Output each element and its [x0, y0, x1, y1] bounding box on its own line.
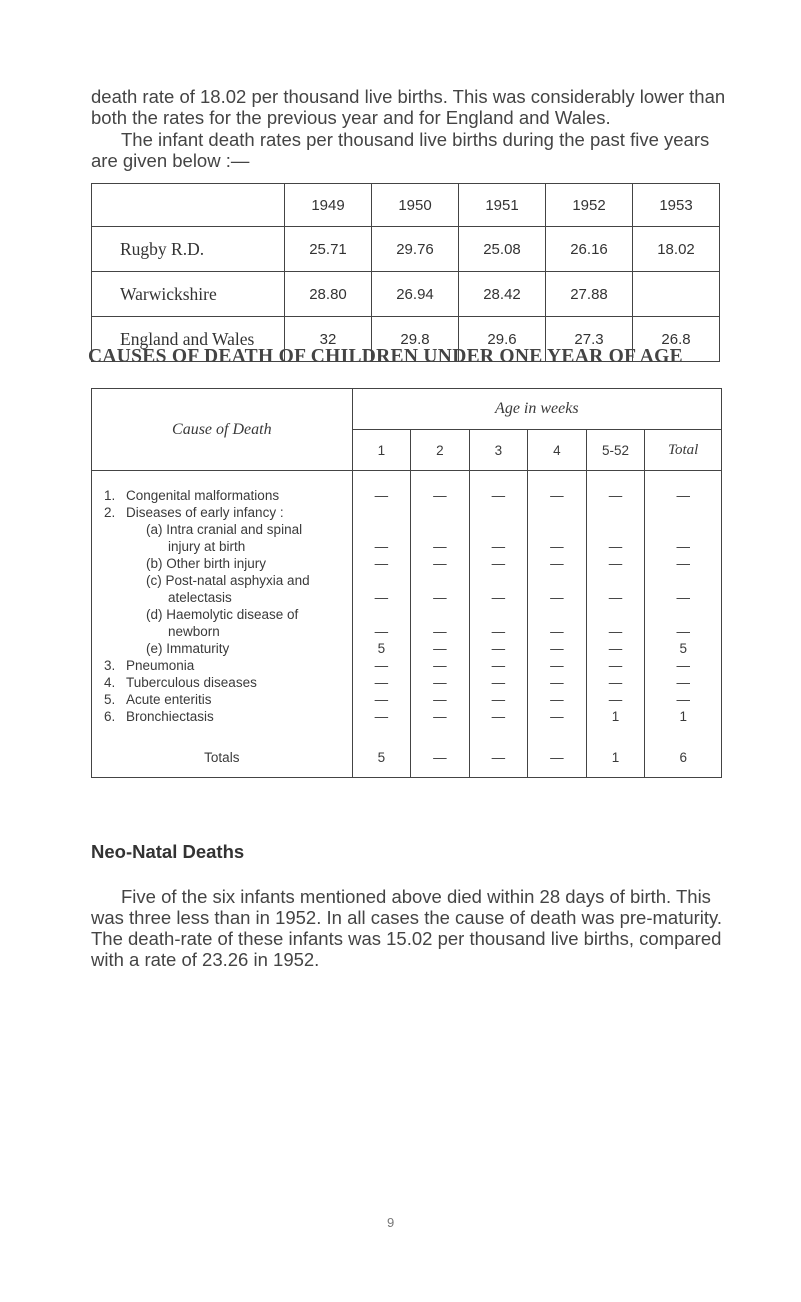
cause-text: (c) Post-natal asphyxia and — [146, 573, 310, 588]
cause-value-cell: — — [528, 708, 587, 725]
rates-cell: 27.3 — [546, 317, 633, 362]
totals-value-cell: — — [469, 737, 528, 778]
cause-number: 3. — [104, 658, 116, 673]
age-column-header: 2 — [411, 430, 470, 471]
rates-year-header: 1949 — [285, 184, 372, 227]
cause-value-cell: — — [469, 691, 528, 708]
cause-value-cell: — — [528, 487, 587, 504]
cause-label — [92, 606, 353, 623]
cause-value-cell: — — [411, 487, 470, 504]
cause-label — [92, 538, 353, 555]
cause-value-cell — [352, 606, 411, 623]
cause-text: (b) Other birth injury — [146, 556, 267, 571]
neo-natal-heading: Neo-Natal Deaths — [91, 841, 245, 862]
cause-value-cell: — — [352, 691, 411, 708]
totals-value-cell: — — [411, 737, 470, 778]
cause-value-cell: — — [528, 623, 587, 640]
cause-value-cell: — — [411, 674, 470, 691]
cause-value-cell: — — [411, 623, 470, 640]
cause-value-cell — [645, 521, 722, 538]
cause-value-cell: — — [352, 657, 411, 674]
causes-of-death-table — [91, 388, 722, 778]
cause-value-cell — [411, 572, 470, 589]
cause-value-cell: — — [528, 640, 587, 657]
rates-cell: 18.02 — [633, 227, 720, 272]
cause-row — [92, 538, 722, 555]
cause-value-cell: — — [469, 589, 528, 606]
cause-value-cell — [352, 504, 411, 521]
cause-value-cell — [352, 521, 411, 538]
cause-value-cell: — — [645, 691, 722, 708]
cause-value-cell: 5 — [352, 640, 411, 657]
cause-value-cell — [411, 504, 470, 521]
cause-value-cell: — — [469, 487, 528, 504]
cause-of-death-header: Cause of Death — [92, 389, 353, 471]
cause-value-cell: — — [528, 691, 587, 708]
cause-value-cell — [352, 572, 411, 589]
cause-value-cell — [645, 504, 722, 521]
cause-text: Congenital malformations — [126, 488, 280, 503]
spacer-row — [92, 471, 722, 488]
cause-number: 6. — [104, 709, 116, 724]
age-column-header: 4 — [528, 430, 587, 471]
rates-year-header: 1950 — [372, 184, 459, 227]
cause-label — [92, 674, 353, 691]
rates-cell: 29.76 — [372, 227, 459, 272]
cause-value-cell — [528, 606, 587, 623]
rates-cell: 29.8 — [372, 317, 459, 362]
cause-text: Acute enteritis — [126, 692, 212, 707]
cause-number: 2. — [104, 505, 116, 520]
cause-row — [92, 572, 722, 589]
cause-value-cell: — — [352, 538, 411, 555]
cause-text: newborn — [168, 624, 220, 639]
cause-label — [92, 555, 353, 572]
cause-value-cell: — — [528, 538, 587, 555]
cause-row — [92, 623, 722, 640]
rates-cell: 32 — [285, 317, 372, 362]
cause-value-cell: — — [586, 623, 645, 640]
rates-cell: 26.16 — [546, 227, 633, 272]
totals-value-cell: — — [528, 737, 587, 778]
cause-label — [92, 504, 353, 521]
neo-natal-paragraph: Five of the six infants mentioned above died within 28 days of birth. This was three less than in 1952. In all cases the cause of death was pre-maturity. The death-rate of these infants was 15.02 per thousand live births, compared with a rate of 23.26 in 1952. — [91, 886, 723, 970]
cause-text: (e) Immaturity — [146, 641, 230, 656]
cause-value-cell: — — [645, 538, 722, 555]
cause-value-cell: — — [469, 623, 528, 640]
spacer-row — [92, 725, 722, 737]
totals-value-cell: 1 — [586, 737, 645, 778]
rates-row-label: England and Wales — [92, 317, 285, 362]
cause-value-cell — [411, 521, 470, 538]
intro-paragraph-2: The infant death rates per thousand live births during the past five years are given below :— — [91, 129, 710, 171]
cause-value-cell: — — [352, 555, 411, 572]
rates-row-label: Rugby R.D. — [92, 227, 285, 272]
cause-value-cell — [469, 504, 528, 521]
cause-value-cell: — — [645, 674, 722, 691]
age-column-header: 3 — [469, 430, 528, 471]
cause-row — [92, 640, 722, 657]
cause-value-cell — [586, 572, 645, 589]
cause-row — [92, 657, 722, 674]
cause-row — [92, 589, 722, 606]
cause-label — [92, 487, 353, 504]
cause-value-cell — [586, 504, 645, 521]
cause-label — [92, 708, 353, 725]
cause-value-cell: — — [528, 589, 587, 606]
cause-value-cell: — — [645, 623, 722, 640]
cause-text: Diseases of early infancy : — [126, 505, 284, 520]
cause-value-cell — [469, 521, 528, 538]
rates-year-header: 1953 — [633, 184, 720, 227]
cause-value-cell — [586, 521, 645, 538]
cause-row — [92, 691, 722, 708]
rates-cell: 27.88 — [546, 272, 633, 317]
cause-value-cell — [411, 606, 470, 623]
cause-value-cell — [528, 504, 587, 521]
cause-value-cell: — — [469, 674, 528, 691]
rates-cell: 28.80 — [285, 272, 372, 317]
rates-cell: 26.8 — [633, 317, 720, 362]
causes-header-row — [92, 389, 722, 430]
cause-value-cell: — — [411, 555, 470, 572]
cause-value-cell: — — [352, 708, 411, 725]
rates-year-header: 1952 — [546, 184, 633, 227]
cause-value-cell — [528, 572, 587, 589]
cause-value-cell: — — [411, 691, 470, 708]
cause-value-cell: 1 — [645, 708, 722, 725]
cause-value-cell: — — [645, 589, 722, 606]
cause-value-cell: — — [528, 657, 587, 674]
cause-value-cell: 1 — [586, 708, 645, 725]
cause-value-cell: — — [586, 674, 645, 691]
cause-value-cell: — — [411, 640, 470, 657]
causes-title: CAUSES OF DEATH OF CHILDREN UNDER ONE YEAR OF AGE — [88, 346, 683, 367]
cause-text: Pneumonia — [126, 658, 195, 673]
cause-text: atelectasis — [168, 590, 232, 605]
cause-value-cell — [645, 572, 722, 589]
cause-value-cell: — — [469, 708, 528, 725]
rates-row-label: Warwickshire — [92, 272, 285, 317]
totals-label: Totals — [92, 737, 353, 778]
cause-value-cell: — — [469, 657, 528, 674]
cause-value-cell: — — [469, 640, 528, 657]
cause-text: Bronchiectasis — [126, 709, 214, 724]
cause-value-cell: — — [645, 555, 722, 572]
cause-label — [92, 640, 353, 657]
cause-label — [92, 521, 353, 538]
cause-label — [92, 657, 353, 674]
cause-value-cell: — — [411, 708, 470, 725]
cause-value-cell: — — [352, 623, 411, 640]
cause-row — [92, 606, 722, 623]
totals-value-cell: 6 — [645, 737, 722, 778]
cause-row — [92, 674, 722, 691]
cause-value-cell: — — [586, 589, 645, 606]
cause-row — [92, 521, 722, 538]
cause-label — [92, 691, 353, 708]
rates-cell: 25.71 — [285, 227, 372, 272]
cause-value-cell: — — [411, 657, 470, 674]
cause-row — [92, 504, 722, 521]
cause-value-cell: — — [411, 589, 470, 606]
infant-death-rates-table — [91, 183, 720, 362]
cause-text: injury at birth — [168, 539, 246, 554]
cause-value-cell: — — [528, 555, 587, 572]
cause-text: (a) Intra cranial and spinal — [146, 522, 303, 537]
age-column-header: 5-52 — [586, 430, 645, 471]
cause-row — [92, 708, 722, 725]
cause-value-cell: — — [586, 657, 645, 674]
cause-label — [92, 623, 353, 640]
age-column-header: 1 — [352, 430, 411, 471]
totals-row — [92, 737, 722, 778]
cause-value-cell: — — [586, 487, 645, 504]
rates-row — [92, 227, 720, 272]
cause-value-cell: 5 — [645, 640, 722, 657]
cause-text: Tuberculous diseases — [126, 675, 257, 690]
cause-value-cell: — — [352, 674, 411, 691]
cause-value-cell: — — [528, 674, 587, 691]
cause-number: 1. — [104, 488, 116, 503]
causes-body — [92, 471, 722, 778]
cause-number: 4. — [104, 675, 116, 690]
rates-header-row — [92, 184, 720, 227]
cause-text: (d) Haemolytic disease of — [146, 607, 299, 622]
rates-cell — [633, 272, 720, 317]
cause-value-cell: — — [352, 589, 411, 606]
cause-value-cell — [586, 606, 645, 623]
cause-value-cell: — — [586, 538, 645, 555]
total-column-header: Total — [645, 430, 722, 471]
cause-value-cell — [469, 606, 528, 623]
rates-cell: 25.08 — [459, 227, 546, 272]
totals-value-cell: 5 — [352, 737, 411, 778]
cause-value-cell — [528, 521, 587, 538]
rates-cell: 26.94 — [372, 272, 459, 317]
cause-value-cell: — — [352, 487, 411, 504]
age-in-weeks-header: Age in weeks — [352, 389, 721, 430]
cause-value-cell: — — [645, 657, 722, 674]
intro-paragraph-1: death rate of 18.02 per thousand live births. This was considerably lower than both the rates for the previous year and for England and Wales. — [91, 86, 726, 128]
cause-label — [92, 572, 353, 589]
cause-value-cell: — — [469, 538, 528, 555]
cause-value-cell: — — [645, 487, 722, 504]
cause-value-cell — [469, 572, 528, 589]
rates-row — [92, 272, 720, 317]
rates-year-header: 1951 — [459, 184, 546, 227]
cause-value-cell — [645, 606, 722, 623]
cause-value-cell: — — [586, 555, 645, 572]
cause-value-cell: — — [586, 691, 645, 708]
page-number: 9 — [387, 1215, 395, 1230]
cause-row — [92, 487, 722, 504]
cause-label — [92, 589, 353, 606]
cause-value-cell: — — [586, 640, 645, 657]
cause-value-cell: — — [411, 538, 470, 555]
cause-value-cell: — — [469, 555, 528, 572]
cause-row — [92, 555, 722, 572]
rates-cell: 29.6 — [459, 317, 546, 362]
rates-corner-cell — [92, 184, 285, 227]
rates-cell: 28.42 — [459, 272, 546, 317]
cause-number: 5. — [104, 692, 116, 707]
